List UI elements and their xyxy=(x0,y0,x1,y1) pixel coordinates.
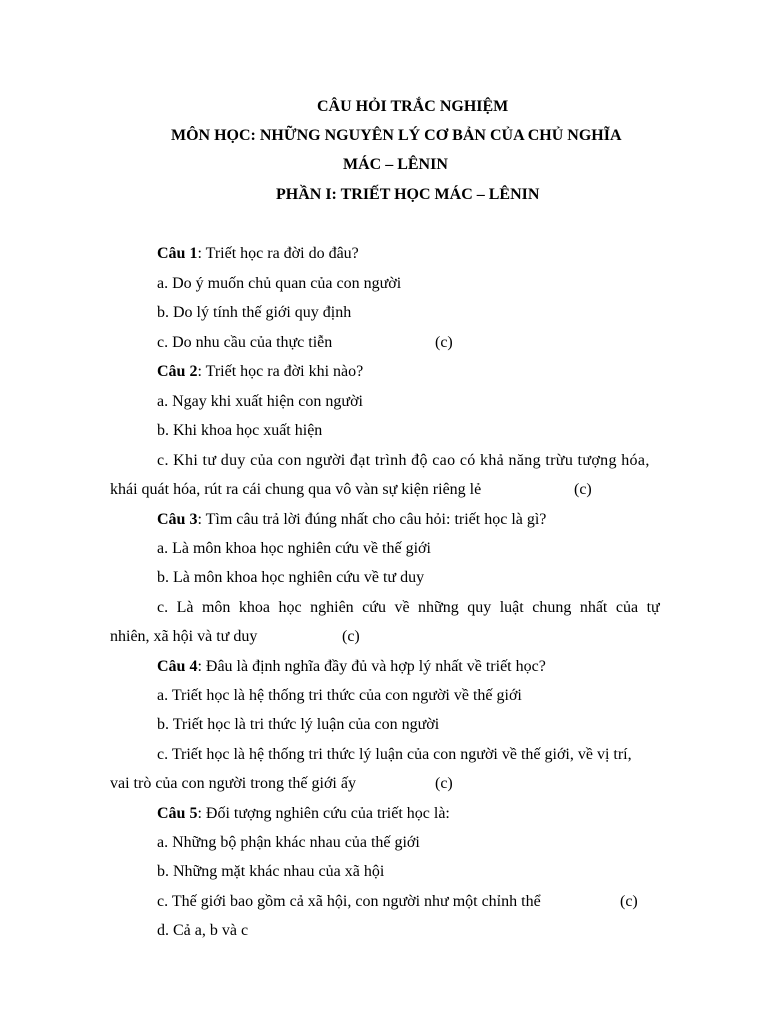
answer-mark-2: (c) xyxy=(574,481,592,498)
answer-mark-5: (c) xyxy=(620,893,638,910)
option-3b: b. Là môn khoa học nghiên cứu về tư duy xyxy=(157,569,425,586)
answer-mark-3: (c) xyxy=(342,628,360,645)
option-3c-continued: nhiên, xã hội và tư duy xyxy=(110,628,258,645)
option-4b: b. Triết học là tri thức lý luận của con người xyxy=(157,716,440,733)
option-1c: c. Do nhu cầu của thực tiễn xyxy=(157,334,333,351)
option-5c: c. Thế giới bao gồm cả xã hội, con người như một chỉnh thể xyxy=(157,893,541,910)
answer-mark-4: (c) xyxy=(435,775,453,792)
option-2c-continued: khái quát hóa, rút ra cái chung qua vô vàn sự kiện riêng lẻ xyxy=(110,481,482,498)
question-text: : Triết học ra đời khi nào? xyxy=(197,363,364,380)
option-4c-continued: vai trò của con người trong thế giới ấy xyxy=(110,775,356,792)
question-label: Câu 1 xyxy=(157,245,198,262)
option-text: c. Là môn khoa học nghiên cứu về những quy luật chung nhất của tự xyxy=(157,599,660,616)
question-2 xyxy=(157,363,363,381)
option-5a: a. Những bộ phận khác nhau của thế giới xyxy=(157,834,420,851)
option-3c xyxy=(157,599,695,617)
option-5b: b. Những mặt khác nhau của xã hội xyxy=(157,863,385,880)
question-label: Câu 5 xyxy=(157,805,198,822)
course-title: MÔN HỌC: NHỮNG NGUYÊN LÝ CƠ BẢN CỦA CHỦ NGHĨA xyxy=(171,127,622,144)
option-2b: b. Khi khoa học xuất hiện xyxy=(157,422,323,439)
question-label: Câu 4 xyxy=(157,658,198,675)
question-1 xyxy=(157,245,359,263)
course-title-continued: MÁC – LÊNIN xyxy=(343,156,448,173)
question-text: : Đâu là định nghĩa đầy đủ và hợp lý nhất về triết học? xyxy=(197,658,546,675)
option-4a: a. Triết học là hệ thống tri thức của con người về thế giới xyxy=(157,687,522,704)
section-title: PHẦN I: TRIẾT HỌC MÁC – LÊNIN xyxy=(276,186,540,203)
question-5 xyxy=(157,805,450,823)
question-text: : Đối tượng nghiên cứu của triết học là: xyxy=(197,805,450,822)
option-text: c. Khi tư duy của con người đạt trình độ cao có khả năng trừu tượng hóa, xyxy=(157,452,650,469)
option-1b: b. Do lý tính thế giới quy định xyxy=(157,304,352,321)
option-1a: a. Do ý muốn chủ quan của con người xyxy=(157,275,402,292)
option-3a: a. Là môn khoa học nghiên cứu về thế giới xyxy=(157,540,431,557)
question-4 xyxy=(157,658,546,676)
option-4c xyxy=(157,746,695,764)
option-2a: a. Ngay khi xuất hiện con người xyxy=(157,393,363,410)
option-5d: d. Cả a, b và c xyxy=(157,922,249,939)
question-3 xyxy=(157,511,546,529)
question-text: : Triết học ra đời do đâu? xyxy=(197,245,359,262)
doc-title: CÂU HỎI TRẮC NGHIỆM xyxy=(317,98,509,115)
question-label: Câu 2 xyxy=(157,363,198,380)
option-2c xyxy=(157,452,695,470)
question-text: : Tìm câu trả lời đúng nhất cho câu hỏi: triết học là gì? xyxy=(197,511,547,528)
question-label: Câu 3 xyxy=(157,511,198,528)
answer-mark-1: (c) xyxy=(435,334,453,351)
option-text: c. Triết học là hệ thống tri thức lý luận của con người về thế giới, về vị trí, xyxy=(157,746,632,763)
